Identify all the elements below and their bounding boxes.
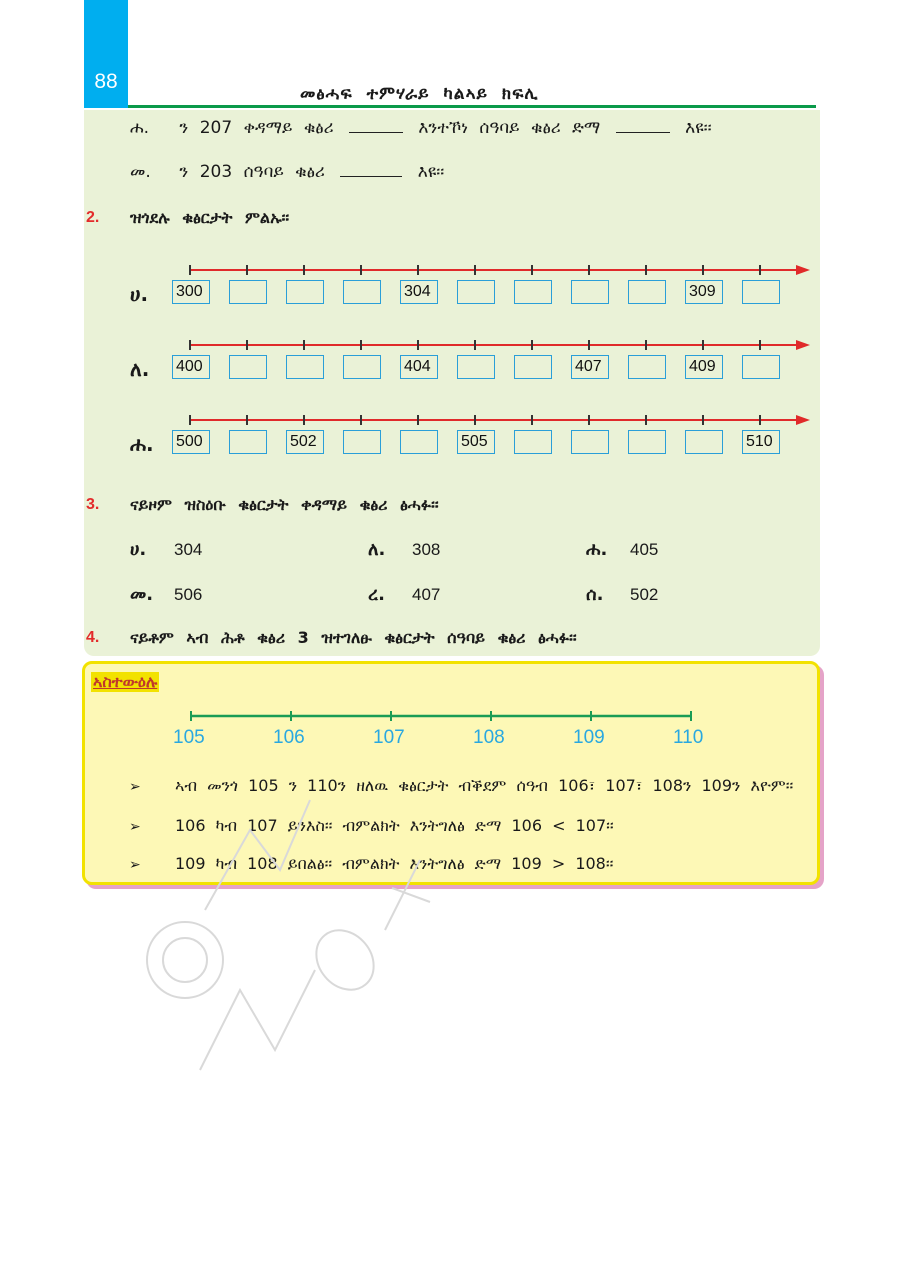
missing-number-box[interactable] [514, 280, 552, 304]
question-number: 4. [86, 629, 100, 646]
arrow-head-icon [796, 340, 810, 350]
missing-number-box[interactable] [742, 280, 780, 304]
q3-option [586, 539, 658, 560]
missing-number-box[interactable] [286, 280, 324, 304]
number-line-label: ሀ. [130, 282, 149, 306]
number-line [170, 410, 820, 430]
bullet-text: ኣብ መንጎ 105 ን 110ን ዘለዉ ቁፅርታት ብቕደም ሰዓብ 106፣ 107፣ 108ን 109ን እዮም፡፡ [175, 776, 794, 795]
q1-item-me [130, 162, 444, 182]
given-number-box: 404 [400, 355, 438, 379]
answer-blank[interactable] [616, 119, 670, 133]
option-value: 308 [412, 540, 441, 559]
page-number: 88 [94, 70, 118, 93]
missing-number-box[interactable] [343, 355, 381, 379]
number-line-label: ሐ. [130, 432, 154, 456]
bullet-text: 109 ካብ 108 ይበልፅ፡፡ ብምልክት እንትግለፅ ድማ 109 > 108፡፡ [175, 854, 614, 873]
missing-number-box[interactable] [514, 355, 552, 379]
given-number-box: 407 [571, 355, 609, 379]
tick-label: 106 [273, 727, 305, 748]
option-label: ሐ. [586, 539, 608, 560]
missing-number-box[interactable] [229, 280, 267, 304]
missing-number-box[interactable] [514, 430, 552, 454]
arrow-head-icon [796, 415, 810, 425]
missing-number-box[interactable] [343, 280, 381, 304]
missing-number-box[interactable] [229, 355, 267, 379]
option-value: 502 [630, 585, 659, 604]
given-number-box: 502 [286, 430, 324, 454]
tick-label: 109 [573, 727, 605, 748]
given-number-box: 300 [172, 280, 210, 304]
book-title: መፅሓፍ ተምሃራይ ካልኣይ ክፍሊ [300, 84, 539, 104]
item-label: ሐ. [130, 118, 150, 138]
missing-number-box[interactable] [628, 280, 666, 304]
given-number-box: 304 [400, 280, 438, 304]
missing-number-box[interactable] [571, 430, 609, 454]
question-number: 2. [86, 209, 100, 226]
missing-number-box[interactable] [286, 355, 324, 379]
option-label: ሰ. [586, 584, 604, 605]
missing-number-box[interactable] [571, 280, 609, 304]
remember-bullet [129, 776, 793, 796]
number-line [170, 335, 820, 355]
question-instruction: ናይቶም ኣብ ሕቶ ቁፅሪ 3 ዝተገለፁ ቁፅርታት ሰዓባይ ቁፅሪ ፅሓፉ፡፡ [130, 628, 577, 647]
option-label: ለ. [368, 539, 386, 560]
q3-option [130, 584, 202, 605]
q3-option [130, 539, 202, 560]
remember-box [82, 661, 820, 885]
missing-number-box[interactable] [628, 430, 666, 454]
question-number: 3. [86, 496, 100, 513]
question-instruction: ዝጎደሉ ቁፅርታት ምልኡ፡፡ [130, 208, 290, 227]
item-text: እዩ፡፡ [417, 162, 445, 182]
item-text: ን 203 ሰዓባይ ቁፅሪ [179, 162, 325, 182]
question-instruction: ናይዞም ዝስዕቡ ቁፅርታት ቀዳማይ ቁፅሪ ፅሓፉ፡፡ [130, 495, 439, 514]
given-number-box: 505 [457, 430, 495, 454]
given-number-box: 500 [172, 430, 210, 454]
missing-number-box[interactable] [457, 355, 495, 379]
answer-blank[interactable] [349, 119, 403, 133]
watermark-copyright-inner [163, 938, 207, 982]
answer-blank[interactable] [340, 163, 402, 177]
option-value: 407 [412, 585, 441, 604]
arrow-bullet-icon: ➢ [129, 857, 141, 873]
watermark-letter-stroke [200, 970, 315, 1070]
missing-number-box[interactable] [343, 430, 381, 454]
q3-option [368, 584, 440, 605]
q3-option [368, 539, 440, 560]
given-number-box: 400 [172, 355, 210, 379]
tick-label: 110 [673, 727, 704, 748]
item-text: ን 207 ቀዳማይ ቁፅሪ [179, 118, 334, 138]
header-rule [128, 105, 816, 108]
missing-number-box[interactable] [229, 430, 267, 454]
missing-number-box[interactable] [628, 355, 666, 379]
option-value: 304 [174, 540, 203, 559]
arrow-bullet-icon: ➢ [129, 819, 141, 835]
item-text: እዩ፡፡ [685, 118, 712, 138]
missing-number-box[interactable] [685, 430, 723, 454]
reference-number-line [185, 704, 705, 754]
number-line-label: ለ. [130, 357, 150, 381]
option-label: ረ. [368, 584, 385, 605]
missing-number-box[interactable] [457, 280, 495, 304]
given-number-box: 510 [742, 430, 780, 454]
arrow-bullet-icon: ➢ [129, 779, 141, 795]
missing-number-box[interactable] [742, 355, 780, 379]
watermark-copyright-circle [147, 922, 223, 998]
exercise-panel [84, 110, 820, 656]
given-number-box: 309 [685, 280, 723, 304]
tick-label: 105 [173, 727, 205, 748]
arrow-head-icon [796, 265, 810, 275]
remember-bullet [129, 854, 613, 874]
number-line [170, 260, 820, 280]
option-label: ሀ. [130, 539, 147, 560]
item-label: መ. [130, 162, 151, 182]
option-value: 506 [174, 585, 203, 604]
tick-label: 108 [473, 727, 505, 748]
option-value: 405 [630, 540, 659, 559]
q3-option [586, 584, 658, 605]
given-number-box: 409 [685, 355, 723, 379]
option-label: መ. [130, 584, 154, 605]
item-text: እንተኾነ ሰዓባይ ቁፅሪ ድማ [418, 118, 601, 138]
missing-number-box[interactable] [400, 430, 438, 454]
remember-title: ኣስተውዕሉ [93, 672, 158, 691]
bullet-text: 106 ካብ 107 ይንእስ፡፡ ብምልክት እንትግለፅ ድማ 106 < 107፡፡ [175, 816, 614, 835]
remember-bullet [129, 816, 614, 836]
tick-label: 107 [373, 727, 405, 748]
watermark-letter-o [305, 919, 386, 1001]
q1-item-ha [130, 118, 712, 138]
